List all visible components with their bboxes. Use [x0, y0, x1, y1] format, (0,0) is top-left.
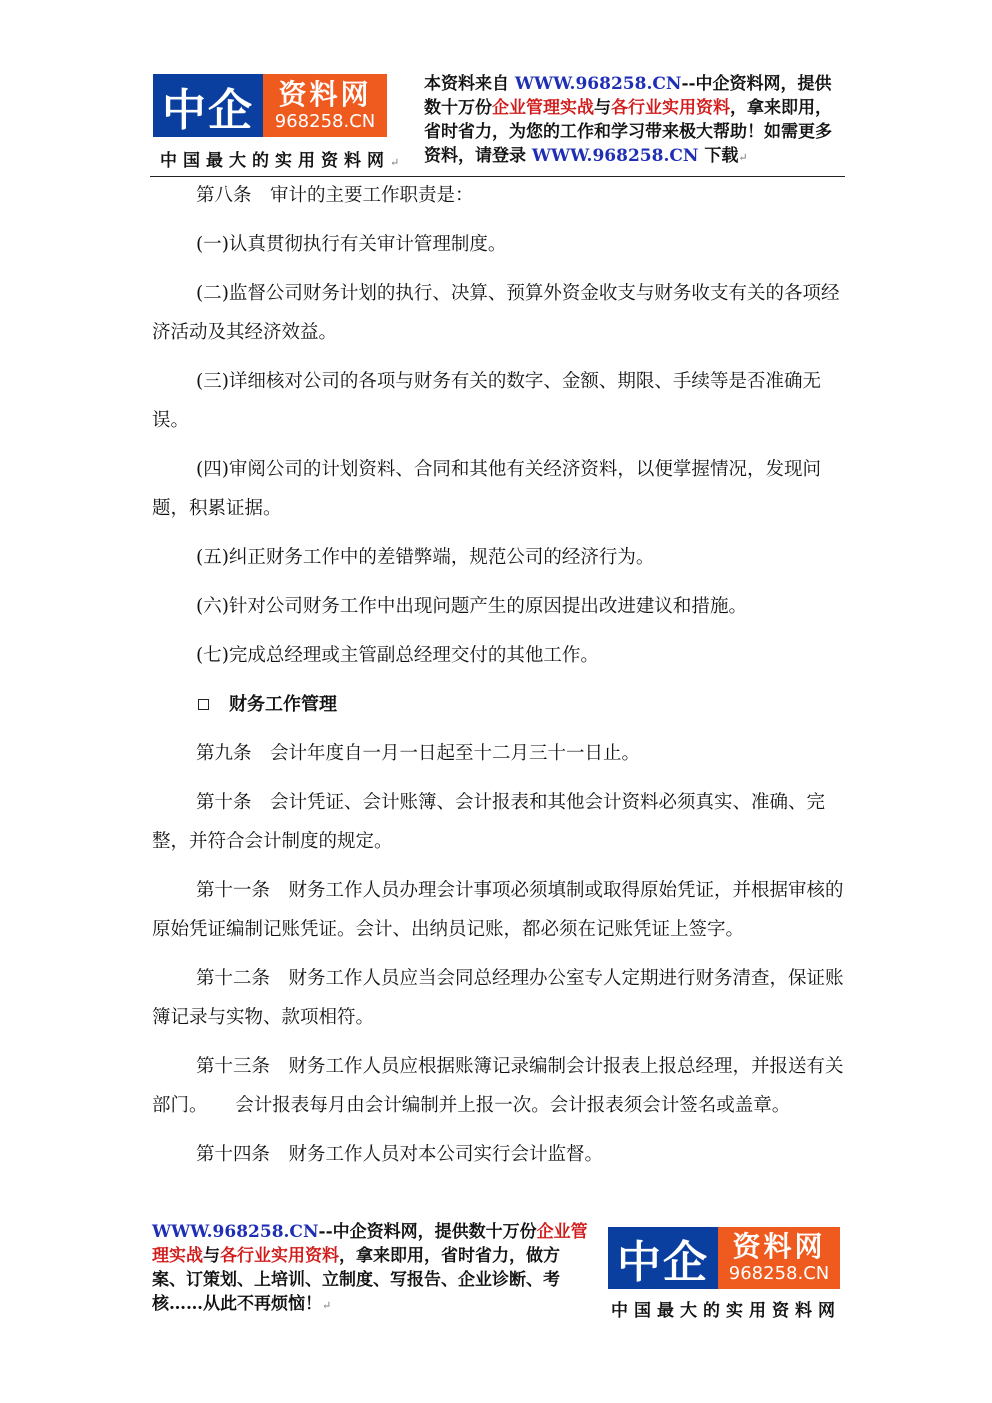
header-ad-part: 下载: [698, 146, 739, 166]
logo-sub-top: 资料网: [278, 77, 372, 111]
header-ad-highlight: 各行业实用资料: [611, 98, 730, 118]
footer-ad-part: ，拿来即用，省时省力，做方案、订策划、上培训、立制度、写报告、企业诊断、考核……从此不再烦恼！: [152, 1246, 560, 1314]
article-11: 第十一条 财务工作人员办理会计事项必须填制或取得原始凭证，并根据审核的原始凭证编制记账凭证。会计、出纳员记账，都必须在记账凭证上签字。: [152, 880, 844, 940]
article-8-item-1: (一)认真贯彻执行有关审计管理制度。: [196, 234, 507, 255]
header-slogan-text: 中国最大的实用资料网: [160, 151, 390, 171]
header-ad-part: ，拿来即用，省时省力，为您的工作和学习带来极大帮助！如需更多资料，请登录: [424, 98, 832, 166]
logo-sub-bottom: 968258.CN: [274, 110, 376, 132]
article-8-item-3: (三)详细核对公司的各项与财务有关的数字、金额、期限、手续等是否准确无误。: [152, 371, 821, 431]
header-ad-url[interactable]: WWW.968258.CN: [531, 146, 699, 166]
article-12: 第十二条 财务工作人员应当会同总经理办公室专人定期进行财务清查，保证账簿记录与实物、款项相符。: [152, 968, 844, 1028]
footer-ad-highlight: 企业管理实战: [152, 1222, 588, 1266]
logo-main-text: 中企: [153, 74, 263, 137]
logo-main-text: 中企: [608, 1227, 718, 1289]
article-9: 第九条 会计年度自一月一日起至十二月三十一日止。: [196, 743, 641, 764]
footer-slogan-text: 中国最大的实用资料网: [611, 1301, 841, 1321]
article-14: 第十四条 财务工作人员对本公司实行会计监督。: [196, 1144, 604, 1165]
footer-slogan: [611, 1296, 841, 1321]
footer-ad-highlight: 各行业实用资料: [220, 1246, 339, 1266]
header-ad-part: --中企资料网，提供数十万份: [424, 74, 832, 118]
header-ad-url[interactable]: WWW.968258.CN: [514, 74, 682, 94]
checkbox-bullet-icon: [198, 699, 209, 710]
logo-sub-block: [718, 1227, 840, 1289]
footer-ad-text: WWW.968258.CN--中企资料网，提供数十万份企业管理实战与各行业实用资料，拿来即用，省时省力，做方案、订策划、上培训、立制度、写报告、企业诊断、考核……从此不再烦恼！↵: [152, 1222, 588, 1314]
article-8-item-4: (四)审阅公司的计划资料、合同和其他有关经济资料，以便掌握情况，发现问题，积累证据。: [152, 459, 821, 519]
header-ad-highlight: 企业管理实战: [492, 98, 594, 118]
footer-ad-url[interactable]: WWW.968258.CN: [152, 1222, 319, 1242]
header-ad-part: 本资料来自: [424, 74, 515, 94]
article-10: 第十条 会计凭证、会计账簿、会计报表和其他会计资料必须真实、准确、完整，并符合会计制度的规定。: [152, 792, 826, 852]
article-8-item-2: (二)监督公司财务计划的执行、决算、预算外资金收支与财务收支有关的各项经济活动及其经济效益。: [152, 283, 840, 343]
footer-ad-part: 与: [203, 1246, 220, 1266]
section-heading-text: 财务工作管理: [229, 694, 337, 715]
header-ad-text: 本资料来自 WWW.968258.CN--中企资料网，提供数十万份企业管理实战与各行业实用资料，拿来即用，省时省力，为您的工作和学习带来极大帮助！如需更多资料，请登录 WWW.968258.CN 下载↵: [424, 74, 832, 166]
logo-sub-top: 资料网: [732, 1230, 826, 1263]
logo-sub-bottom: 968258.CN: [728, 1263, 830, 1284]
logo-sub-block: [263, 74, 387, 137]
article-13: 第十三条 财务工作人员应根据账簿记录编制会计报表上报总经理，并报送有关部门。 会计报表每月由会计编制并上报一次。会计报表须会计签名或盖章。: [152, 1056, 844, 1116]
footer-logo: [608, 1227, 840, 1289]
article-8-item-5: (五)纠正财务工作中的差错弊端，规范公司的经济行为。: [196, 547, 655, 568]
article-8-title: 第八条 审计的主要工作职责是：: [196, 185, 474, 206]
header-logo: [153, 74, 387, 137]
section-heading: [152, 685, 852, 724]
document-body: [152, 176, 852, 1174]
article-8-item-6: (六)针对公司财务工作中出现问题产生的原因提出改进建议和措施。: [196, 596, 747, 617]
header-ad-part: 与: [594, 98, 611, 118]
footer-ad-part: --中企资料网，提供数十万份: [318, 1222, 537, 1242]
article-8-item-7: (七)完成总经理或主管副总经理交付的其他工作。: [196, 645, 599, 666]
header-slogan: 中国最大的实用资料网↵: [160, 151, 406, 171]
